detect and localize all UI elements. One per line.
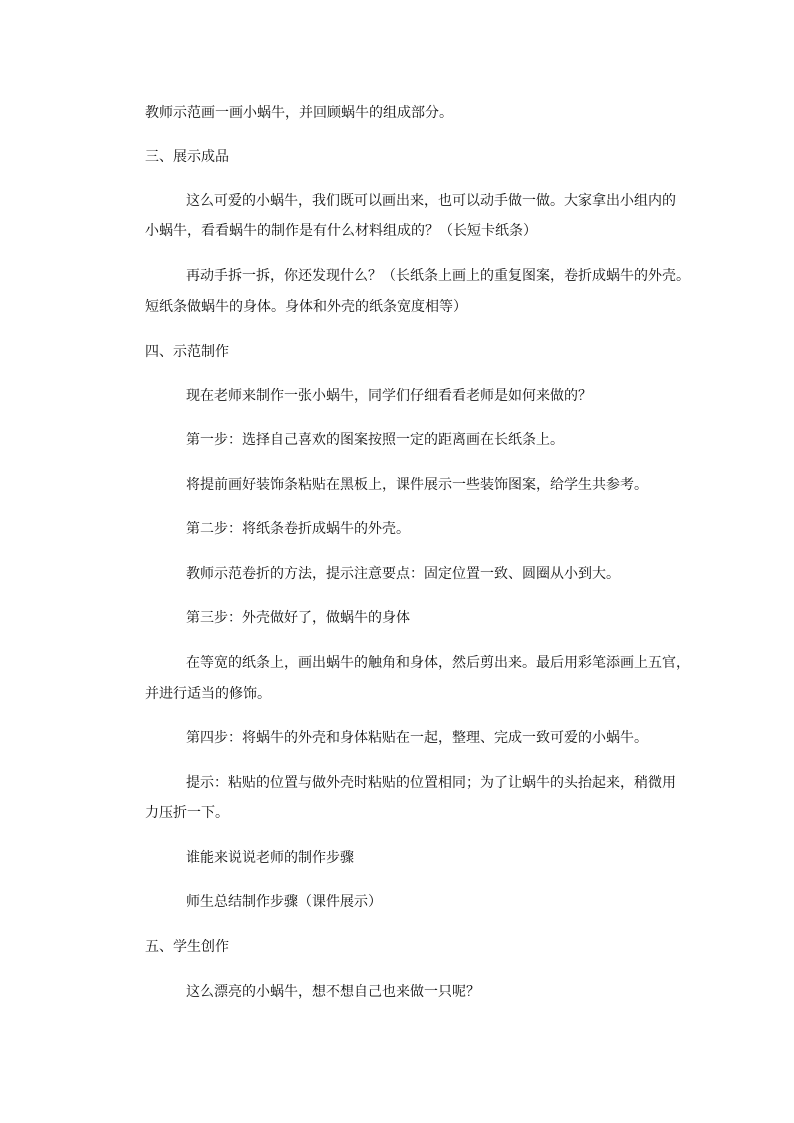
paragraph-line: 力压折一下。	[145, 805, 229, 821]
section-heading: 四、示范制作	[145, 344, 229, 360]
paragraph-line: 第二步：将纸条卷折成蜗牛的外壳。	[186, 521, 410, 537]
paragraph-line: 第一步：选择自己喜欢的图案按照一定的距离画在长纸条上。	[186, 432, 564, 448]
paragraph-line: 谁能来说说老师的制作步骤	[186, 850, 354, 866]
paragraph-line: 这么漂亮的小蜗牛，想不想自己也来做一只呢？	[186, 984, 480, 1000]
paragraph-line: 再动手拆一拆，你还发现什么？（长纸条上画上的重复图案，卷折成蜗牛的外壳。	[186, 268, 690, 284]
paragraph-line: 教师示范卷折的方法，提示注意要点：固定位置一致、圆圈从小到大。	[186, 566, 620, 582]
paragraph-line: 师生总结制作步骤（课件展示）	[186, 894, 382, 910]
paragraph-line: 第四步：将蜗牛的外壳和身体粘贴在一起，整理、完成一致可爱的小蜗牛。	[186, 730, 648, 746]
paragraph-line: 这么可爱的小蜗牛，我们既可以画出来，也可以动手做一做。大家拿出小组内的	[186, 193, 676, 209]
paragraph-line: 提示：粘贴的位置与做外壳时粘贴的位置相同；为了让蜗牛的头抬起来，稍微用	[186, 775, 676, 791]
paragraph-line: 短纸条做蜗牛的身体。身体和外壳的纸条宽度相等）	[145, 299, 467, 315]
paragraph-line: 第三步：外壳做好了，做蜗牛的身体	[186, 610, 410, 626]
paragraph-line: 小蜗牛，看看蜗牛的制作是有什么材料组成的？（长短卡纸条）	[145, 223, 537, 239]
paragraph-line: 现在老师来制作一张小蜗牛，同学们仔细看看老师是如何来做的？	[186, 388, 592, 404]
section-heading: 五、学生创作	[145, 939, 229, 955]
paragraph-line: 将提前画好装饰条粘贴在黑板上，课件展示一些装饰图案，给学生共参考。	[186, 477, 648, 493]
paragraph-line: 在等宽的纸条上，画出蜗牛的触角和身体，然后剪出来。最后用彩笔添画上五官，	[186, 655, 690, 671]
section-heading: 三、展示成品	[145, 149, 229, 165]
paragraph-line: 教师示范画一画小蜗牛，并回顾蜗牛的组成部分。	[145, 105, 453, 121]
paragraph-line: 并进行适当的修饰。	[145, 686, 271, 702]
